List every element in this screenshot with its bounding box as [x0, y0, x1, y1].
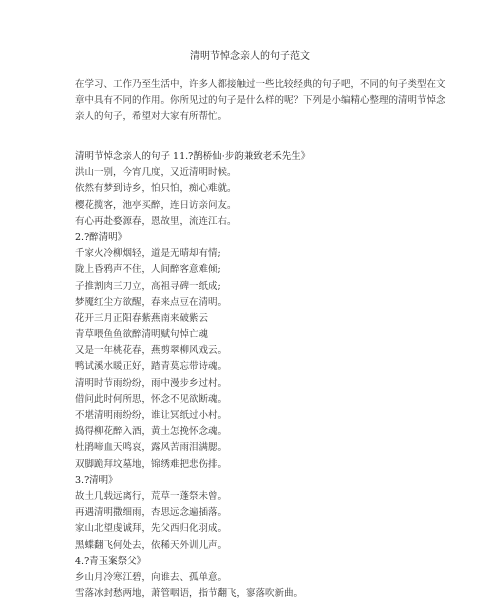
poem-line: 清明时节雨纷纷，雨中漫步乡过村。	[75, 377, 228, 389]
poem-line: 鸭试溪水暖正好，踏青莫忘带诗魂。	[75, 361, 228, 373]
intro-line: 在学习、工作乃至生活中，许多人都接触过一些比较经典的句子吧，不同的句子类型在文	[75, 79, 446, 90]
intro-line: 章中具有不同的作用。你所见过的句子是什么样的呢？下列是小编精心整理的清明节悼念	[75, 95, 446, 106]
poem-line: 乡山月冷寒江碧，向谁去、孤单意。	[75, 571, 228, 583]
intro-paragraph	[75, 77, 446, 125]
section-heading: 2.?醉清明》	[75, 231, 128, 243]
poem-line: 雪落冰封愁两地，萧管咽语，指节翻飞，寥落吹新曲。	[75, 588, 304, 600]
intro-line: 亲人的句子，希望对大家有所帮忙。	[75, 111, 228, 122]
poem-line: 樱花揽客，池亭买醉，连日访亲问友。	[75, 199, 237, 211]
poem-line: 又是一年桃花春，燕剪翠柳风戏云。	[75, 345, 228, 357]
poem-line: 再遇清明撒细雨，杏思远念遍插落。	[75, 507, 228, 519]
poem-line: 有心再赴婺源春，恩故里，流连江右。	[75, 215, 237, 227]
poem-line: 青草喂鱼鱼欲醉清明赋句悼亡魂	[75, 329, 209, 341]
poem-line: 洪山一别，今宵几度，又近清明时候。	[75, 167, 237, 179]
poem-line: 借问此时何所思，怀念不见欲断魂。	[75, 393, 228, 405]
section-heading: 3.?清明》	[75, 474, 118, 486]
poem-line: 杜鹃啼血天鸣哀，露风苦雨泪满腮。	[75, 442, 228, 454]
poem-line: 双脚跪拜坟墓地，锦绣难把悲伤排。	[75, 458, 228, 470]
poem-line: 黑蝶翻飞何处去，依稀天外训儿声。	[75, 539, 228, 551]
section-heading: 4.?青玉案祭父》	[75, 555, 147, 567]
poem-line: 梦魇红尘方欲醒，春来点豆在清明。	[75, 296, 228, 308]
poem-line: 依然有梦到诗乡，怕只怕，痴心难就。	[75, 183, 237, 195]
poem-line: 陇上昏鸦声不住，人间醉客意难倾;	[75, 264, 221, 276]
section-heading: 清明节悼念亲人的句子 11.?鹊桥仙·步韵兼致老禾先生》	[75, 151, 311, 162]
poem-line: 花开三月正阳春紫燕南来破紫云	[75, 312, 209, 324]
poem-line: 故土几载远离行，荒草一蓬祭未曾。	[75, 490, 228, 502]
poem-line: 子推割肉三刀立，高祖寻碑一纸成;	[75, 280, 221, 292]
poem-body	[75, 149, 427, 602]
document-title: 清明节悼念亲人的句子范文	[190, 51, 310, 62]
poem-line: 家山北望虔诚拜，先父西归化羽成。	[75, 523, 228, 535]
poem-line: 不堪清明雨纷纷，谁让冥纸过小村。	[75, 410, 228, 421]
poem-line: 捣得柳花醉入酒，黄土怎挽怀念魂。	[75, 426, 228, 438]
poem-line: 千家火冷柳烟轻，道是无晴却有情;	[75, 248, 221, 260]
